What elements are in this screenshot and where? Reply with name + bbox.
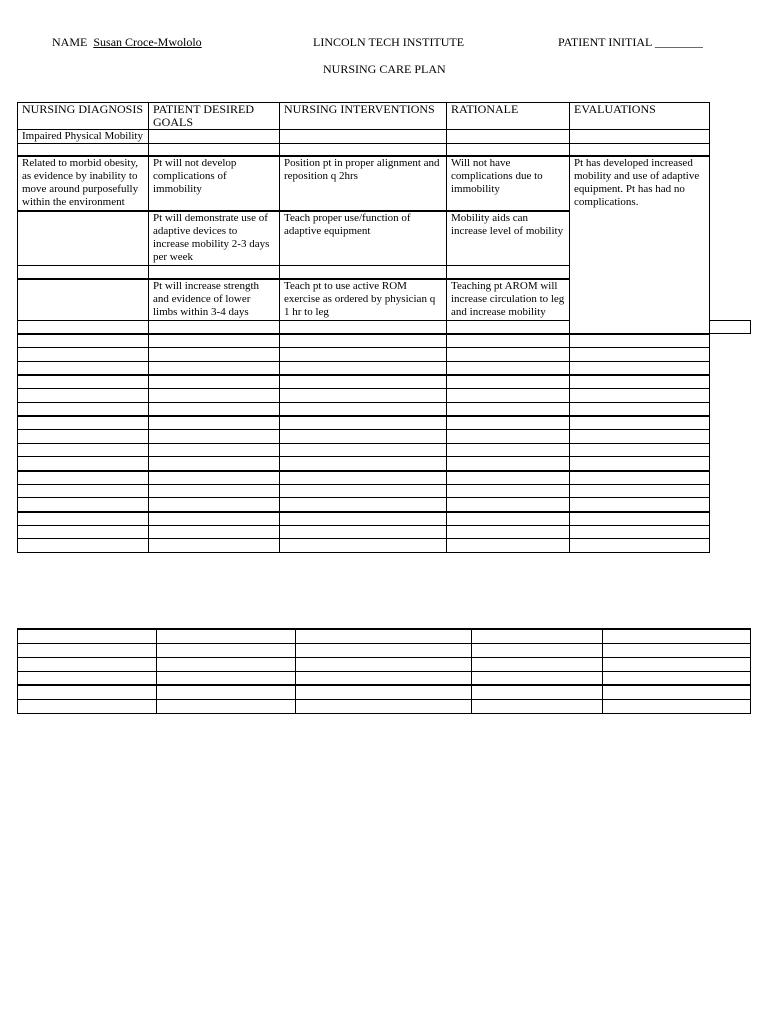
rationale-text: Mobility aids can increase level of mobility — [447, 211, 570, 266]
column-header-evaluations: EVALUATIONS — [570, 103, 710, 130]
empty-cell — [447, 266, 570, 279]
rationale-text: Will not have complications due to immobility — [447, 156, 570, 211]
table-row — [18, 629, 751, 643]
care-plan-table — [17, 102, 751, 553]
empty-cell — [149, 144, 280, 156]
empty-cell — [280, 130, 447, 144]
table-row — [18, 130, 751, 144]
table-row — [18, 416, 751, 430]
table-row — [18, 430, 751, 444]
table-row — [18, 403, 751, 416]
rationale-text: Teaching pt AROM will increase circulation to leg and increase mobility — [447, 279, 570, 321]
name-label: NAME — [52, 35, 88, 49]
empty-cell — [447, 144, 570, 156]
empty-cell — [18, 266, 149, 279]
empty-cell — [280, 266, 447, 279]
page-title: NURSING CARE PLAN — [323, 62, 446, 76]
table-row — [18, 362, 751, 375]
table-row — [18, 498, 751, 512]
table-row — [18, 389, 751, 403]
name-field — [52, 35, 202, 49]
empty-cell — [149, 266, 280, 279]
empty-cell — [149, 130, 280, 144]
table-row — [18, 699, 751, 713]
table-row — [18, 539, 751, 553]
intervention-text: Position pt in proper alignment and reposition q 2hrs — [280, 156, 447, 211]
goal-text: Pt will demonstrate use of adaptive devices to increase mobility 2-3 days per week — [149, 211, 280, 266]
table-row — [18, 512, 751, 526]
table-row — [18, 457, 751, 471]
empty-cell — [280, 144, 447, 156]
column-header-rationale: RATIONALE — [447, 103, 570, 130]
column-header-goals: PATIENT DESIRED GOALS — [149, 103, 280, 130]
empty-cell — [447, 130, 570, 144]
intervention-text: Teach proper use/function of adaptive equipment — [280, 211, 447, 266]
empty-cell — [18, 144, 149, 156]
institute-name: LINCOLN TECH INSTITUTE — [313, 35, 465, 49]
diagnosis-title: Impaired Physical Mobility — [18, 130, 149, 144]
evaluation-text: Pt has developed increased mobility and use of adaptive equipment. Pt has had no complications. — [570, 156, 710, 334]
empty-cell — [18, 211, 149, 266]
column-header-diagnosis: NURSING DIAGNOSIS — [18, 103, 149, 130]
goal-text: Pt will not develop complications of immobility — [149, 156, 280, 211]
table-row — [18, 156, 751, 211]
table-row — [18, 643, 751, 657]
table-row — [18, 685, 751, 699]
goal-text: Pt will increase strength and evidence of lower limbs within 3-4 days — [149, 279, 280, 321]
column-header-interventions: NURSING INTERVENTIONS — [280, 103, 447, 130]
table-row — [18, 657, 751, 671]
table-row — [18, 334, 751, 348]
table-row — [18, 471, 751, 485]
empty-cell — [570, 144, 710, 156]
related-to-text: Related to morbid obesity, as evidence by inability to move around purposefully within the environment — [18, 156, 149, 211]
intervention-text: Teach pt to use active ROM exercise as ordered by physician q 1 hr to leg — [280, 279, 447, 321]
table-row — [18, 348, 751, 362]
table-header-row — [18, 103, 751, 130]
empty-cell — [570, 130, 710, 144]
student-name: Susan Croce-Mwololo — [93, 35, 202, 49]
table-row — [18, 671, 751, 685]
patient-initial-field: PATIENT INITIAL ________ — [558, 35, 703, 49]
table-row — [18, 144, 751, 156]
table-row — [18, 485, 751, 498]
table-row — [18, 375, 751, 389]
table-row — [18, 444, 751, 457]
care-plan-table-continuation — [17, 628, 751, 714]
table-row — [18, 526, 751, 539]
empty-cell — [18, 279, 149, 321]
